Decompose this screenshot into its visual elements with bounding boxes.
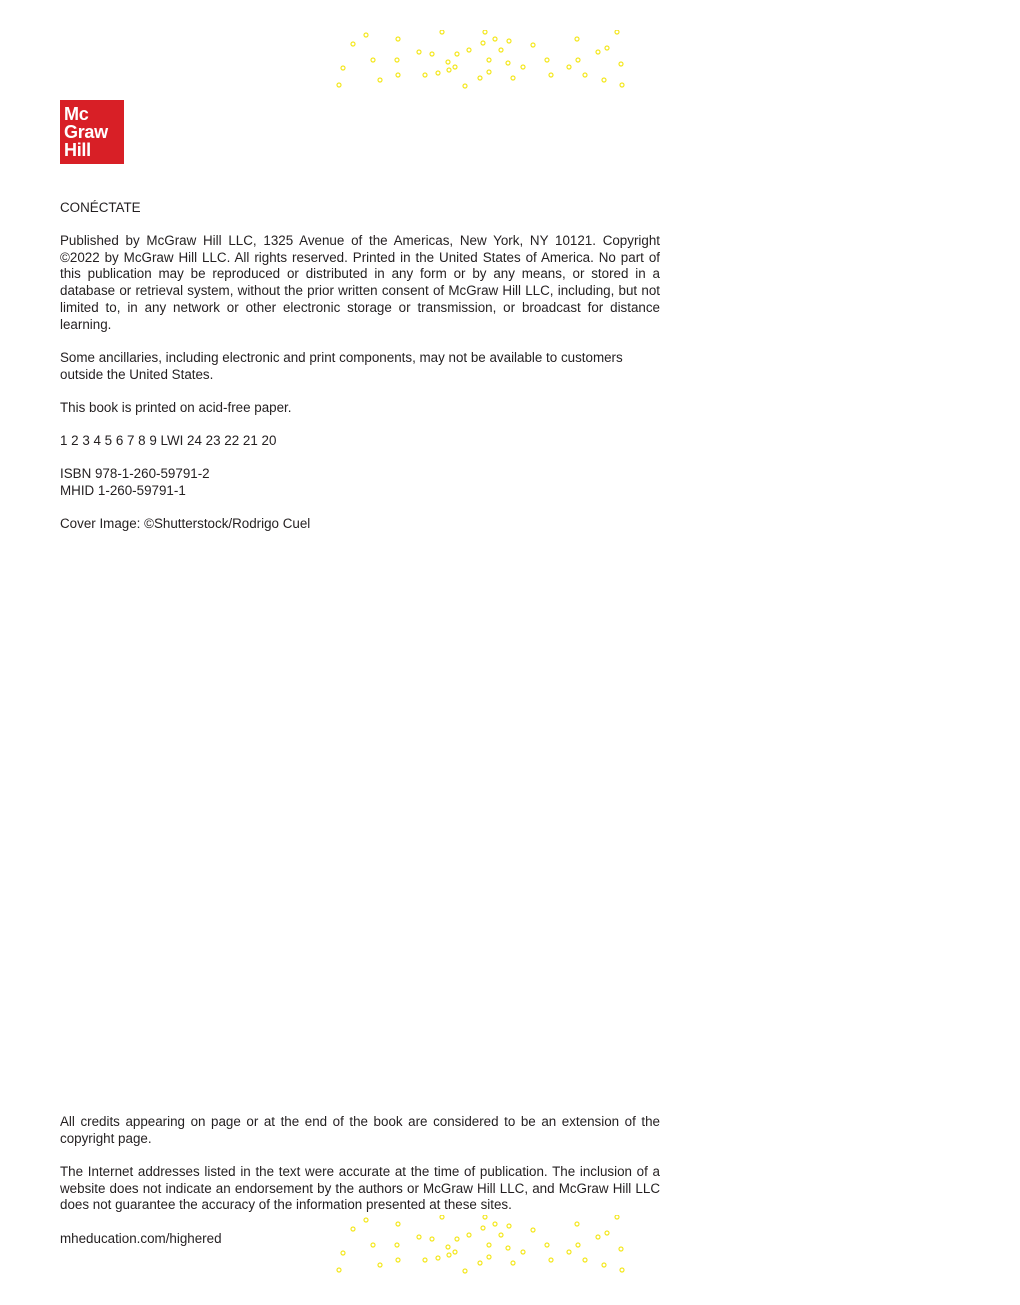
- decorative-dot: [396, 37, 400, 41]
- decorative-dot: [499, 48, 503, 52]
- decorative-dot: [487, 70, 491, 74]
- decorative-dot: [483, 1215, 487, 1219]
- decorative-dot: [567, 1250, 571, 1254]
- decorative-dot: [364, 1218, 368, 1222]
- decorative-dot: [364, 33, 368, 37]
- decorative-dot: [436, 1256, 440, 1260]
- decorative-dot: [440, 30, 444, 34]
- cover-image-credit: Cover Image: ©Shutterstock/Rodrigo Cuel: [60, 516, 311, 531]
- decorative-dot: [463, 1269, 467, 1273]
- decorative-dot: [549, 73, 553, 77]
- decorative-dot: [463, 84, 467, 88]
- decorative-dot: [615, 1215, 619, 1219]
- decorative-dot: [447, 1253, 451, 1257]
- decorative-dot: [453, 65, 457, 69]
- ancillaries-paragraph: Some ancillaries, including electronic and print components, may not be available to customers outside the United States.: [60, 350, 623, 382]
- decorative-dot: [467, 48, 471, 52]
- decorative-dot: [511, 1261, 515, 1265]
- decorative-dot: [620, 83, 624, 87]
- print-line: 1 2 3 4 5 6 7 8 9 LWI 24 23 22 21 20: [60, 433, 277, 448]
- decorative-dot: [341, 66, 345, 70]
- page-title: CONÉCTATE: [60, 200, 141, 215]
- decorative-dot: [575, 37, 579, 41]
- decorative-dot: [602, 78, 606, 82]
- decorative-dot: [620, 1268, 624, 1272]
- decorative-dot: [596, 50, 600, 54]
- published-paragraph: Published by McGraw Hill LLC, 1325 Avenue of the Americas, New York, NY 10121. Copyright ©2022 by McGraw Hill LLC. All rights reserved. Printed in the United States of America. No part of this publication may be reproduced or distributed in any form or by any means, or stored in a database or retrieval system, without the prior written consent of McGraw Hill LLC, including, but not limited to, in any network or other electronic storage or transmission, or broadcast for distance learning.: [60, 233, 660, 332]
- decorative-dot: [371, 58, 375, 62]
- decorative-dot: [396, 1222, 400, 1226]
- decorative-dot: [493, 37, 497, 41]
- decorative-dot: [446, 60, 450, 64]
- dot-pattern-top: [335, 30, 625, 90]
- decorative-dot: [511, 76, 515, 80]
- decorative-dot: [487, 58, 491, 62]
- decorative-dot: [487, 1255, 491, 1259]
- decorative-dot: [483, 30, 487, 34]
- decorative-dot: [506, 61, 510, 65]
- decorative-dot: [576, 58, 580, 62]
- decorative-dot: [378, 1263, 382, 1267]
- decorative-dot: [436, 71, 440, 75]
- decorative-dot: [453, 1250, 457, 1254]
- decorative-dot: [478, 76, 482, 80]
- decorative-dot: [521, 65, 525, 69]
- decorative-dot: [521, 1250, 525, 1254]
- website-link[interactable]: mheducation.com/highered: [60, 1231, 222, 1246]
- isbn: ISBN 978-1-260-59791-2: [60, 466, 210, 481]
- mhid: MHID 1-260-59791-1: [60, 483, 186, 498]
- decorative-dot: [605, 46, 609, 50]
- decorative-dot: [545, 58, 549, 62]
- decorative-dot: [481, 41, 485, 45]
- logo-line-graw: Graw: [64, 122, 108, 142]
- decorative-dot: [615, 30, 619, 34]
- decorative-dot: [478, 1261, 482, 1265]
- internet-paragraph: The Internet addresses listed in the text were accurate at the time of publication. The inclusion of a website does not indicate an endorsement by the authors or McGraw Hill LLC, and McGraw Hill LLC does not guarantee the accuracy of the information presented at these sites.: [60, 1164, 660, 1213]
- decorative-dot: [531, 43, 535, 47]
- decorative-dot: [430, 52, 434, 56]
- decorative-dot: [378, 78, 382, 82]
- decorative-dot: [396, 1258, 400, 1262]
- decorative-dot: [583, 73, 587, 77]
- decorative-dot: [602, 1263, 606, 1267]
- logo-line-hill: Hill: [64, 140, 91, 160]
- decorative-dot: [341, 1251, 345, 1255]
- decorative-dot: [440, 1215, 444, 1219]
- decorative-dot: [575, 1222, 579, 1226]
- decorative-dot: [396, 73, 400, 77]
- decorative-dot: [423, 1258, 427, 1262]
- decorative-dot: [351, 42, 355, 46]
- credits-paragraph: All credits appearing on page or at the end of the book are considered to be an extension of the copyright page.: [60, 1114, 660, 1146]
- decorative-dot: [337, 1268, 341, 1272]
- decorative-dot: [567, 65, 571, 69]
- decorative-dot: [417, 50, 421, 54]
- decorative-dot: [481, 1226, 485, 1230]
- decorative-dot: [583, 1258, 587, 1262]
- decorative-dot: [395, 58, 399, 62]
- decorative-dot: [455, 52, 459, 56]
- decorative-dot: [493, 1222, 497, 1226]
- acid-free-note: This book is printed on acid-free paper.: [60, 400, 292, 415]
- decorative-dot: [447, 68, 451, 72]
- decorative-dot: [507, 1224, 511, 1228]
- decorative-dot: [337, 83, 341, 87]
- mcgraw-hill-logo: [60, 100, 124, 164]
- decorative-dot: [549, 1258, 553, 1262]
- logo-line-mc: Mc: [64, 104, 89, 124]
- decorative-dot: [507, 39, 511, 43]
- decorative-dot: [423, 73, 427, 77]
- decorative-dot: [619, 62, 623, 66]
